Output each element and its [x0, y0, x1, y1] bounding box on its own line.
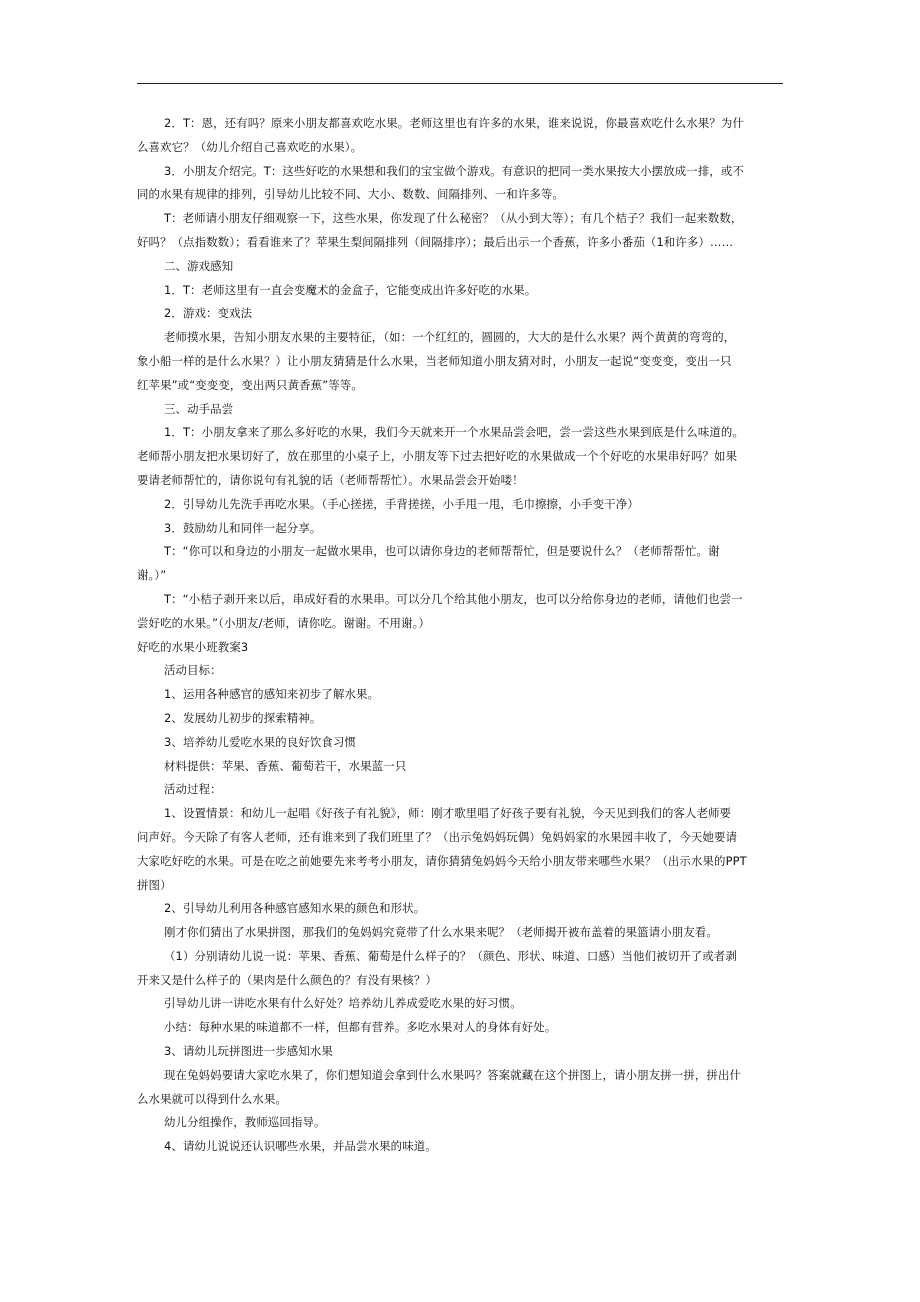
paragraph [137, 255, 785, 279]
paragraph-line: 活动过程： [164, 782, 222, 797]
paragraph [137, 279, 785, 303]
paragraph [137, 207, 785, 255]
paragraph-line: 4、请幼儿说说还认识哪些水果，并品尝水果的味道。 [164, 1139, 437, 1154]
paragraph-line: （1）分别请幼儿说一说：苹果、香蕉、葡萄是什么样子的？（颜色、形状、味道、口感）当他们被切开了或者剥 [164, 948, 737, 963]
paragraph [137, 1111, 785, 1135]
paragraph [137, 493, 785, 517]
paragraph-line: 2、发展幼儿初步的探索精神。 [164, 710, 322, 725]
paragraph [137, 802, 785, 897]
paragraph-line: 幼儿分组操作，教师巡回指导。 [164, 1115, 326, 1130]
paragraph [137, 897, 785, 921]
paragraph [137, 992, 785, 1016]
paragraph [137, 1135, 785, 1159]
paragraph-line: 1．T：小朋友拿来了那么多好吃的水果，我们今天就来开一个水果品尝会吧，尝一尝这些水果到底是什么味道的。 [164, 425, 744, 440]
paragraph-line: T：“你可以和身边的小朋友一起做水果串，也可以请你身边的老师帮帮忙，但是要说什么？（老师帮帮忙。谢 [164, 544, 720, 559]
paragraph-line: 2、引导幼儿利用各种感官感知水果的颜色和形状。 [164, 901, 426, 916]
paragraph [137, 659, 785, 683]
paragraph-line: 谢。）” [137, 568, 167, 583]
document-body [137, 112, 785, 1159]
paragraph [137, 683, 785, 707]
paragraph-line: 老师帮小朋友把水果切好了，放在那里的小桌子上，小朋友等下过去把好吃的水果做成一个个好吃的水果串好吗？如果 [137, 449, 738, 464]
paragraph-line: 小结：每种水果的味道都不一样，但都有营养。多吃水果对人的身体有好处。 [164, 1020, 557, 1035]
paragraph [137, 945, 785, 993]
paragraph [137, 755, 785, 779]
paragraph-line: 二、游戏感知 [164, 258, 234, 273]
paragraph-line: 老师摸水果，告知小朋友水果的主要特征，（如：一个红红的，圆圆的，大大的是什么水果？两个黄黄的弯弯的， [164, 330, 736, 345]
paragraph [137, 540, 785, 588]
paragraph-line: 尝好吃的水果。”（小朋友/老师，请你吃。谢谢。不用谢。） [137, 615, 430, 630]
paragraph-line: 2．引导幼儿先洗手再吃水果。（手心搓搓，手背搓搓，小手甩一甩，毛巾擦擦，小手变干净） [164, 496, 639, 511]
paragraph-line: 拼图） [137, 877, 172, 892]
paragraph-line: 三、动手品尝 [164, 401, 234, 416]
paragraph-line: 象小船一样的是什么水果？）让小朋友猜猜是什么水果，当老师知道小朋友猜对时，小朋友一起说“变变变，变出一只 [137, 353, 732, 368]
paragraph [137, 731, 785, 755]
paragraph-line: 刚才你们猜出了水果拼图，那我们的兔妈妈究竟带了什么水果来呢？（老师揭开被布盖着的果篮请小朋友看。 [164, 925, 718, 940]
paragraph-line: 1、设置情景：和幼儿一起唱《好孩子有礼貌》，师：刚才歌里唱了好孩子要有礼貌，今天见到我们的客人老师要 [164, 806, 732, 821]
paragraph [137, 707, 785, 731]
paragraph-line: 现在兔妈妈要请大家吃水果了，你们想知道会拿到什么水果吗？答案就藏在这个拼图上，请小朋友拼一拼，拼出什 [164, 1067, 742, 1082]
paragraph-line: 3、请幼儿玩拼图进一步感知水果 [164, 1044, 333, 1059]
paragraph [137, 421, 785, 492]
paragraph-line: 同的水果有规律的排列，引导幼儿比较不同、大小、数数、间隔排列、一和许多等。 [137, 187, 565, 202]
paragraph [137, 636, 785, 660]
paragraph [137, 160, 785, 208]
paragraph-line: 么喜欢它？（幼儿介绍自己喜欢吃的水果）。 [137, 139, 363, 154]
paragraph [137, 1016, 785, 1040]
paragraph-line: 3．鼓励幼儿和同伴一起分享。 [164, 520, 322, 535]
paragraph [137, 588, 785, 636]
paragraph-line: 么水果就可以得到什么水果。 [137, 1091, 288, 1106]
paragraph-line: 1、运用各种感官的感知来初步了解水果。 [164, 687, 380, 702]
paragraph [137, 398, 785, 422]
paragraph-line: T：老师请小朋友仔细观察一下，这些水果，你发现了什么秘密？（从小到大等）；有几个桔子？我们一起来数数， [164, 211, 743, 226]
paragraph-line: 要请老师帮忙的，请你说句有礼貌的话（老师帮帮忙）。水果品尝会开始喽！ [137, 472, 524, 487]
paragraph-line: 红苹果”或“变变变，变出两只黄香蕉”等等。 [137, 377, 363, 392]
paragraph-line: 开来又是什么样子的（果肉是什么颜色的？有没有果核？） [137, 972, 438, 987]
paragraph-line: T：“小桔子剥开来以后，串成好看的水果串。可以分几个给其他小朋友，也可以分给你身边的老师，请他们也尝一 [164, 591, 743, 606]
paragraph-line: 1．T：老师这里有一直会变魔术的金盒子，它能变成出许多好吃的水果。 [164, 282, 537, 297]
paragraph-line: 2．游戏：变戏法 [164, 306, 253, 321]
paragraph-line: 活动目标： [164, 663, 222, 678]
paragraph [137, 921, 785, 945]
paragraph [137, 517, 785, 541]
paragraph [137, 302, 785, 326]
paragraph-line: 大家吃好吃的水果。可是在吃之前她要先来考考小朋友，请你猜猜兔妈妈今天给小朋友带来哪些水果？（出示水果的PPT [137, 853, 747, 868]
paragraph [137, 326, 785, 397]
paragraph-line: 3、培养幼儿爱吃水果的良好饮食习惯 [164, 734, 357, 749]
paragraph-line: 3．小朋友介绍完。T：这些好吃的水果想和我们的宝宝做个游戏。有意识的把同一类水果按大小摆放成一排，或不 [164, 163, 744, 178]
paragraph [137, 778, 785, 802]
paragraph [137, 1040, 785, 1064]
header-rule [137, 83, 783, 84]
paragraph [137, 112, 785, 160]
paragraph [137, 1064, 785, 1112]
paragraph-line: 2．T：恩，还有吗？原来小朋友都喜欢吃水果。老师这里也有许多的水果，谁来说说，你最喜欢吃什么水果？为什 [164, 116, 744, 130]
paragraph-line: 好吃的水果小班教案3 [137, 639, 249, 654]
paragraph-line: 问声好。今天除了有客人老师，还有谁来到了我们班里了？（出示兔妈妈玩偶）兔妈妈家的水果园丰收了，今天她要请 [137, 829, 738, 844]
paragraph-line: 好吗？（点指数数）；看看谁来了？苹果生梨间隔排列（间隔排序）；最后出示一个香蕉，许多小番茄（1和许多）…… [137, 234, 734, 249]
paragraph-line: 材料提供：苹果、香蕉、葡萄若干，水果蓝一只 [164, 758, 407, 773]
paragraph-line: 引导幼儿讲一讲吃水果有什么好处？培养幼儿养成爱吃水果的好习惯。 [164, 996, 522, 1011]
